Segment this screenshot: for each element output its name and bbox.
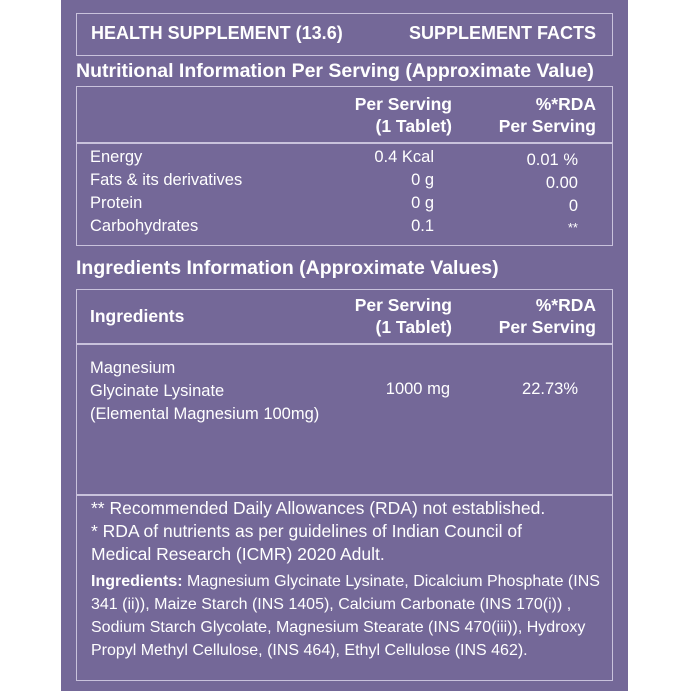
col-label-line: Per Serving [498,116,596,136]
ingredients-section-title: Ingredients Information (Approximate Values) [76,257,499,279]
health-supplement-title: HEALTH SUPPLEMENT (13.6) [91,23,343,43]
ingredient-per-serving: 1000 mg [385,380,450,398]
ingredients-col-rda [499,294,596,338]
col-label-line: Per Serving [354,295,452,315]
nutrient-per-serving: 0 g [411,194,434,212]
nutrition-col-rda [499,93,596,137]
divider [77,142,612,144]
nutrient-per-serving: 0.1 [411,217,434,235]
footnote-icmr: * RDA of nutrients as per guidelines of Indian Council of [91,521,522,541]
nutrient-name: Energy [90,148,143,166]
nutrient-rda: ** [567,220,578,235]
nutrient-rda: 0.01 % [526,151,578,169]
ingredient-name-line: (Elemental Magnesium 100mg) [90,405,320,423]
footnote-rda-not-established: ** Recommended Daily Allowances (RDA) not established. [91,498,546,518]
nutrition-col-per-serving [355,93,452,137]
ingredients-label: Ingredients: [91,573,183,590]
ingredients-col-per-serving [355,294,452,338]
divider [77,343,612,345]
supplement-facts-panel [61,0,628,691]
col-label-line: (1 Tablet) [375,317,452,337]
nutrient-per-serving: 0 g [411,171,434,189]
ingredient-name-line: Glycinate Lysinate [90,382,225,400]
col-label-line: Per Serving [354,94,452,114]
nutrient-rda: 0 [568,197,578,215]
ingredient-name-line: Magnesium [90,359,176,377]
nutrient-per-serving: 0.4 Kcal [374,148,434,166]
ingredients-table [76,289,613,496]
col-label-line: %*RDA [535,295,596,315]
nutrition-section-title: Nutritional Information Per Serving (Approximate Value) [76,60,594,82]
label-header [76,13,613,56]
nutrition-table [76,86,613,246]
supplement-facts-title: SUPPLEMENT FACTS [408,23,596,43]
ingredients-text: Magnesium Glycinate Lysinate, Dicalcium Phosphate (INS 341 (ii)), Maize Starch (INS 1405), Calcium Carbonate (INS 170(i)) , Sodium Starch Glycolate, Magnesium Stearate (INS 470(iii)), Hydroxy Propyl Methyl Cellulose, (INS 464), Ethyl Cellulose (INS 462). [91,573,600,659]
nutrient-name: Fats & its derivatives [90,171,243,189]
nutrient-name: Protein [90,194,143,212]
col-label-line: (1 Tablet) [375,116,452,136]
nutrient-rda: 0.00 [545,174,578,192]
footnotes-box [76,494,613,681]
ingredient-rda: 22.73% [522,380,578,398]
col-label-line: %*RDA [535,94,596,114]
col-label-line: Per Serving [498,317,596,337]
ingredients-col-name: Ingredients [90,306,185,326]
nutrient-name: Carbohydrates [90,217,199,235]
ingredient-name [90,357,319,426]
footnote-icmr-cont: Medical Research (ICMR) 2020 Adult. [91,544,385,564]
ingredients-list [91,570,611,662]
